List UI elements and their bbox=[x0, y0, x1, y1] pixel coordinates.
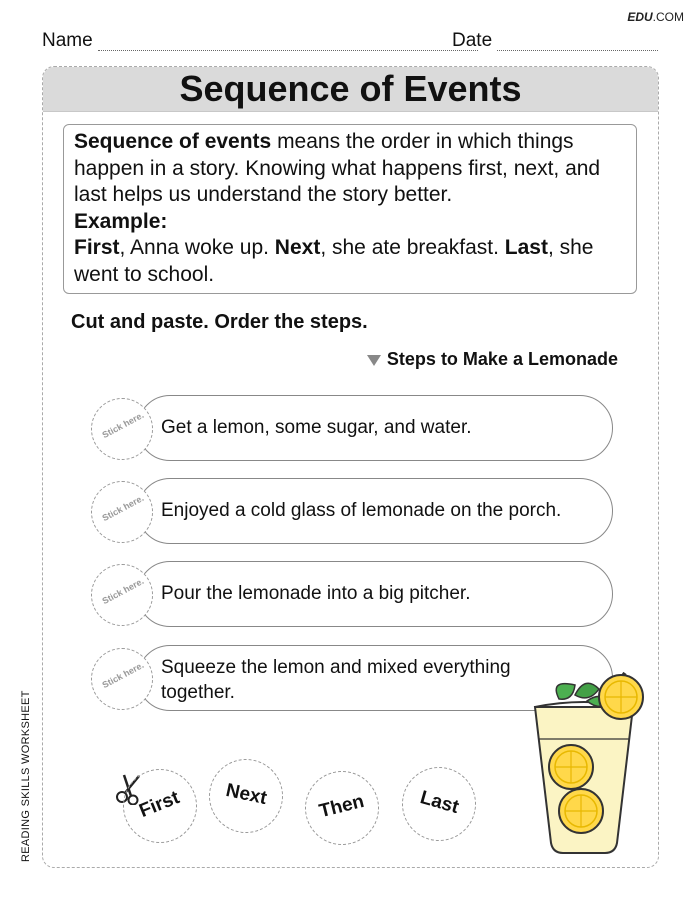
step-text: Pour the lemonade into a big pitcher. bbox=[161, 583, 471, 604]
example-label: Example: bbox=[74, 209, 168, 233]
cut-label-last[interactable]: Last bbox=[393, 758, 485, 850]
example-text: First, Anna woke up. Next, she ate breakfast. Last, she went to school. bbox=[74, 236, 594, 286]
stick-circle[interactable]: Stick here. bbox=[91, 481, 153, 543]
step-text: Get a lemon, some sugar, and water. bbox=[161, 417, 472, 438]
date-line bbox=[497, 50, 658, 51]
instruction: Cut and paste. Order the steps. bbox=[71, 311, 368, 333]
stick-circle[interactable]: Stick here. bbox=[91, 564, 153, 626]
step-item[interactable] bbox=[91, 561, 613, 629]
cut-label-next[interactable]: Next bbox=[202, 752, 290, 840]
stick-circle[interactable]: Stick here. bbox=[91, 648, 153, 710]
definition-term: Sequence of events bbox=[74, 130, 272, 153]
definition-box bbox=[63, 124, 637, 294]
stick-circle[interactable]: Stick here. bbox=[91, 398, 153, 460]
step-text: Squeeze the lemon and mixed everything together. bbox=[161, 657, 511, 703]
page-title: Sequence of Events bbox=[43, 67, 658, 112]
triangle-down-icon bbox=[367, 355, 381, 366]
name-line bbox=[98, 50, 478, 51]
lemonade-glass-icon bbox=[529, 671, 649, 857]
cut-label-first[interactable]: First bbox=[112, 758, 208, 854]
brand-logo: EDU.COM bbox=[627, 10, 684, 24]
name-label: Name bbox=[42, 30, 93, 51]
step-item[interactable] bbox=[91, 395, 613, 463]
steps-title: Steps to Make a Lemonade bbox=[367, 349, 618, 370]
definition-text: means the order in which things happen in a story. Knowing what happens first, next, and last helps us understand the story better. bbox=[74, 130, 601, 206]
cut-label-then[interactable]: Then bbox=[297, 763, 387, 853]
name-date-row bbox=[42, 30, 658, 54]
step-text: Enjoyed a cold glass of lemonade on the porch. bbox=[161, 500, 562, 521]
side-label: READING SKILLS WORKSHEET bbox=[20, 690, 32, 862]
date-label: Date bbox=[452, 30, 493, 51]
step-item[interactable] bbox=[91, 478, 613, 546]
worksheet-frame bbox=[42, 66, 659, 868]
